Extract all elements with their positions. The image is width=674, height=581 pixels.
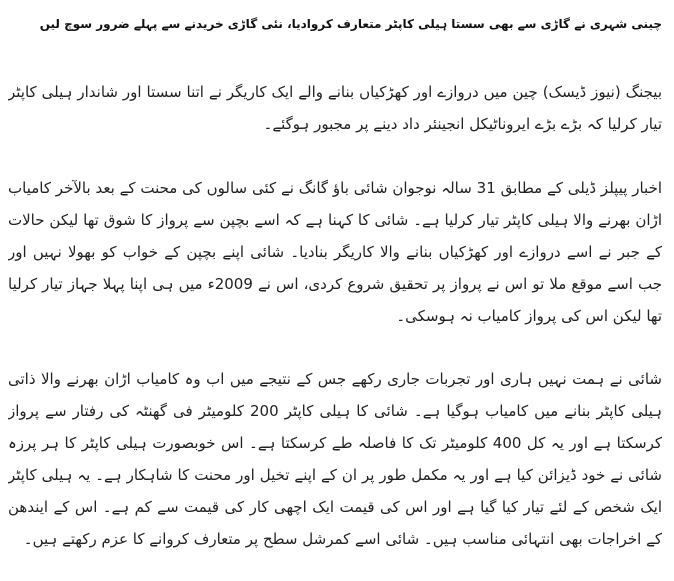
article-headline: چینی شہری نے گاڑی سے بھی سستا ہیلی کاپٹر متعارف کروادیا، نئی گاڑی خریدنے سے پہلے ضرور سوچ لیں [39, 17, 662, 31]
article-paragraph-1: بیجنگ (نیوز ڈیسک) چین میں دروازے اور کھڑکیاں بنانے والے ایک کاریگر نے اتنا سستا اور شاندار ہیلی کاپٹر تیار کرلیا کہ بڑے بڑے ایروناٹیکل انجینئر داد دینے پر مجبور ہوگئے۔ [8, 83, 662, 133]
article-paragraph-2: اخبار پیپلز ڈیلی کے مطابق 31 سالہ نوجوان شائی باؤ گانگ نے کئی سالوں کی محنت کے بعد بالآخر کامیاب اڑان بھرنے والا ہیلی کاپٹر تیار کرلیا ہے۔ شائی کا کہنا ہے کہ اسے بچپن سے پرواز کا شوق تھا لیکن حالات کے جبر نے اسے دروازے اور کھڑکیاں بنانے والا کاریگر بنادیا۔ شائی اپنے بچپن کے خواب کو بھولا نہیں اور جب اسے موقع ملا تو اس نے پرواز پر تحقیق شروع کردی، اس نے 2009ء میں ہی اپنا پہلا جہاز تیار کرلیا تھا لیکن اس کی پرواز کامیاب نہ ہوسکی۔ [8, 179, 662, 325]
article-paragraph-3: شائی نے ہمت نہیں ہاری اور تجربات جاری رکھے جس کے نتیجے میں اب وہ کامیاب اڑان بھرنے والا ذاتی ہیلی کاپٹر بنانے میں کامیاب ہوگیا ہے۔ شائی کا ہیلی کاپٹر 200 کلومیٹر فی گھنٹہ کی رفتار سے پرواز کرسکتا ہے اور یہ کل 400 کلومیٹر تک کا فاصلہ طے کرسکتا ہے۔ اس خوبصورت ہیلی کاپٹر کا ہر پرزہ شائی نے خود ڈیزائن کیا ہے اور یہ مکمل طور پر ان کے اپنے تخیل اور محنت کا شاہکار ہے۔ یہ ہیلی کاپٹر ایک شخص کے لئے تیار کیا گیا ہے اور اس کی قیمت ایک اچھی کار کی قیمت سے کم ہے۔ اس کے ایندھن کے اخراجات بھی انتہائی مناسب ہیں۔ شائی اسے کمرشل سطح پر متعارف کروانے کا عزم رکھتے ہیں۔ [8, 370, 662, 548]
